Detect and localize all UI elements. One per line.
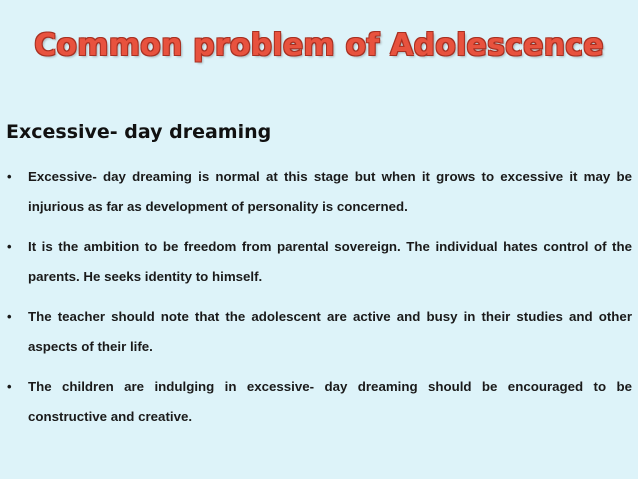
bullet-text: The children are indulging in excessive- day dreaming should be encouraged to be constructive and creative. xyxy=(28,379,632,424)
section-heading: Excessive- day dreaming xyxy=(6,121,272,143)
bullet-item xyxy=(0,162,638,222)
bullet-icon: • xyxy=(7,309,12,324)
bullet-item xyxy=(0,302,638,362)
bullet-item xyxy=(0,232,638,292)
bullet-icon: • xyxy=(7,169,12,184)
bullet-list xyxy=(0,162,638,442)
bullet-icon: • xyxy=(7,379,12,394)
bullet-text: It is the ambition to be freedom from parental sovereign. The individual hates control of the parents. He seeks identity to himself. xyxy=(28,239,632,284)
bullet-icon: • xyxy=(7,239,12,254)
bullet-item xyxy=(0,372,638,432)
slide-title: Common problem of Adolescence xyxy=(34,28,604,63)
bullet-text: Excessive- day dreaming is normal at this stage but when it grows to excessive it may be injurious as far as development of personality is concerned. xyxy=(28,169,632,214)
bullet-text: The teacher should note that the adolescent are active and busy in their studies and other aspects of their life. xyxy=(28,309,632,354)
